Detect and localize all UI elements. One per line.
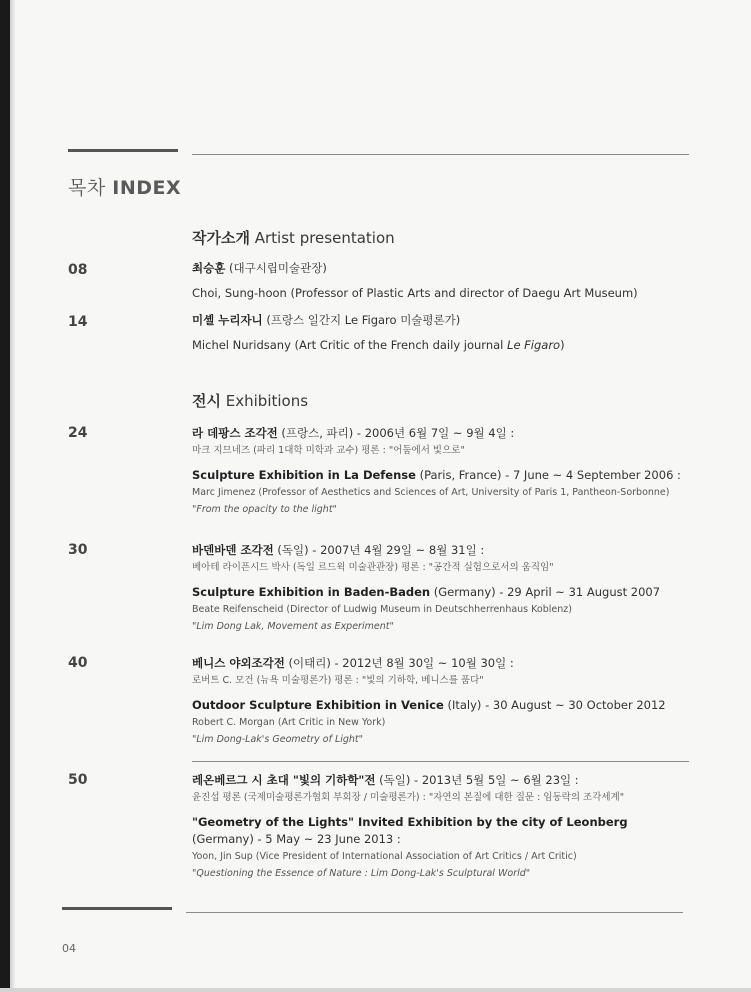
page-number-entry: 50	[68, 772, 88, 788]
section-exhibitions	[192, 390, 308, 411]
essay-title-en: "Questioning the Essence of Nature : Lim Dong-Lak's Sculptural World"	[192, 868, 531, 879]
divider-rule	[192, 761, 689, 762]
exhibition-entry	[192, 425, 712, 518]
author-affiliation-ko: (프랑스 일간지 Le Figaro 미술평론가)	[266, 313, 461, 327]
page-number-entry: 30	[68, 542, 88, 558]
exhibition-title-ko: 레온베르그 시 초대 "빛의 기하학"전 (독일) - 2013년 5월 5일 ~ 6월 23일 :	[192, 773, 579, 787]
critic-line-ko: 베아테 라이픈시드 박사 (독일 르드윅 미술관관장) 평론 : "공간적 실험으로서의 움직임"	[192, 562, 554, 573]
footer-rule-thick	[62, 907, 172, 910]
critic-line-ko: 마크 지므네즈 (파리 1대학 미학과 교수) 평론 : "어둠에서 빛으로"	[192, 445, 465, 456]
exhibition-title-en: Sculpture Exhibition in Baden-Baden (Germany) - 29 April ~ 31 August 2007	[192, 585, 661, 599]
page-number-entry: 08	[68, 262, 88, 278]
exhibition-title-en: "Geometry of the Lights" Invited Exhibition by the city of Leonberg	[192, 815, 628, 829]
essay-title-en: "From the opacity to the light"	[192, 504, 337, 515]
exhibition-entry	[192, 772, 712, 882]
page-number-entry: 24	[68, 425, 88, 441]
exhibition-title-en: Outdoor Sculpture Exhibition in Venice (Italy) - 30 August ~ 30 October 2012	[192, 698, 666, 712]
footer-rule-thin	[186, 912, 683, 913]
binding-shadow	[10, 0, 16, 992]
header-rule-thin	[192, 154, 689, 155]
author-affiliation-ko: (대구시립미술관장)	[228, 261, 327, 275]
page-number-entry: 40	[68, 655, 88, 671]
exhibition-dates-en: (Germany) - 5 May ~ 23 June 2013 :	[192, 832, 401, 846]
entry-en-line: Choi, Sung-hoon (Professor of Plastic Arts and director of Daegu Art Museum)	[192, 286, 638, 300]
exhibition-title-ko: 바덴바덴 조각전 (독일) - 2007년 4월 29일 ~ 8월 31일 :	[192, 543, 485, 557]
artist-entry	[192, 312, 712, 354]
exhibition-entry	[192, 655, 712, 748]
page-title-en: INDEX	[112, 177, 182, 199]
section-title-en: Exhibitions	[225, 392, 309, 410]
artist-entry	[192, 260, 712, 302]
page-bottom-edge	[0, 988, 751, 992]
critic-line-en: Marc Jimenez (Professor of Aesthetics and Sciences of Art, University of Paris 1, Pantheon-Sorbonne)	[192, 487, 670, 498]
journal-title: Le Figaro	[507, 338, 561, 352]
exhibition-entry	[192, 542, 712, 635]
entry-ko-line	[192, 312, 712, 329]
section-title-ko: 전시	[192, 392, 221, 410]
essay-title-en: "Lim Dong-Lak's Geometry of Light"	[192, 734, 364, 745]
author-name-ko: 미셸 누리자니	[192, 313, 263, 327]
critic-line-en: Robert C. Morgan (Art Critic in New York)	[192, 717, 386, 728]
section-title-en: Artist presentation	[254, 229, 395, 247]
binding-spine	[0, 0, 10, 992]
page-title	[68, 173, 181, 200]
exhibition-title-en: Sculpture Exhibition in La Defense (Paris, France) - 7 June ~ 4 September 2006 :	[192, 468, 681, 482]
section-title-ko: 작가소개	[192, 229, 250, 247]
page-number-entry: 14	[68, 314, 88, 330]
page-title-ko: 목차	[68, 177, 106, 199]
header-rule-thick	[68, 149, 178, 152]
critic-line-en: Yoon, Jin Sup (Vice President of International Association of Art Critics / Art Critic)	[192, 851, 577, 862]
section-artist-presentation	[192, 227, 395, 248]
author-name-ko: 최승훈	[192, 261, 226, 275]
exhibition-title-ko: 라 데팡스 조각전 (프랑스, 파리) - 2006년 6월 7일 ~ 9월 4일 :	[192, 426, 515, 440]
page-number: 04	[62, 942, 76, 955]
critic-line-ko: 윤진섭 평론 (국제미술평론가협회 부회장 / 미술평론가) : "자연의 본질에 대한 질문 : 임동락의 조각세계"	[192, 792, 625, 803]
critic-line-ko: 로버트 C. 모건 (뉴욕 미술평론가) 평론 : "빛의 기하학, 베니스를 품다"	[192, 675, 484, 686]
entry-ko-line	[192, 260, 712, 277]
critic-line-en: Beate Reifenscheid (Director of Ludwig Museum in Deutschherrenhaus Koblenz)	[192, 604, 572, 615]
essay-title-en: "Lim Dong Lak, Movement as Experiment"	[192, 621, 394, 632]
entry-en-line: Michel Nuridsany (Art Critic of the French daily journal Le Figaro)	[192, 338, 565, 352]
exhibition-title-ko: 베니스 야외조각전 (이태리) - 2012년 8월 30일 ~ 10월 30일 :	[192, 656, 514, 670]
